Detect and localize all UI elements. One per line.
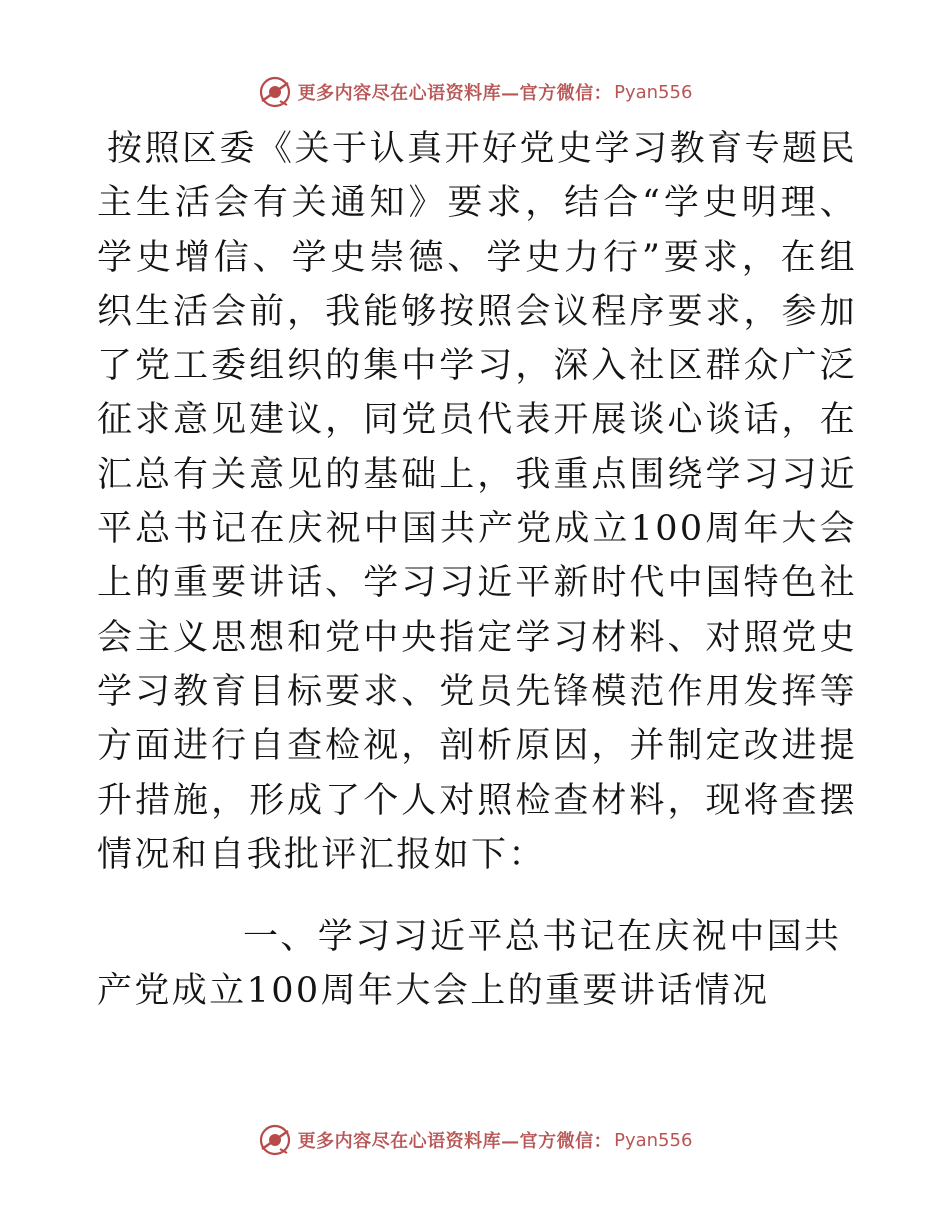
document-body	[97, 122, 857, 1019]
body-paragraph: 按照区委《关于认真开好党史学习教育专题民主生活会有关通知》要求，结合“学史明理、学史增信、学史崇德、学史力行”要求，在组织生活会前，我能够按照会议程序要求，参加了党工委组织的集中学习，深入社区群众广泛征求意见建议，同党员代表开展谈心谈话，在汇总有关意见的基础上，我重点围绕学习习近平总书记在庆祝中国共产党成立100周年大会上的重要讲话、学习习近平新时代中国特色社会主义思想和党中央指定学习材料、对照党史学习教育目标要求、党员先锋模范作用发挥等方面进行自查检视，剖析原因，并制定改进提升措施，形成了个人对照检查材料，现将查摆情况和自我批评汇报如下：	[97, 129, 857, 875]
watermark-footer	[0, 1120, 950, 1160]
watermark-text: 更多内容尽在心语资料库—官方微信：	[297, 1131, 613, 1152]
watermark-header	[0, 72, 950, 112]
watermark-contact: Pyan556	[614, 1129, 693, 1151]
section-heading: 一、学习习近平总书记在庆祝中国共产党成立100周年大会上的重要讲话情况	[97, 917, 842, 1012]
logo-icon	[258, 75, 292, 109]
logo-icon	[258, 1123, 292, 1157]
watermark-text: 更多内容尽在心语资料库—官方微信：	[297, 83, 613, 104]
watermark-contact: Pyan556	[614, 81, 693, 103]
